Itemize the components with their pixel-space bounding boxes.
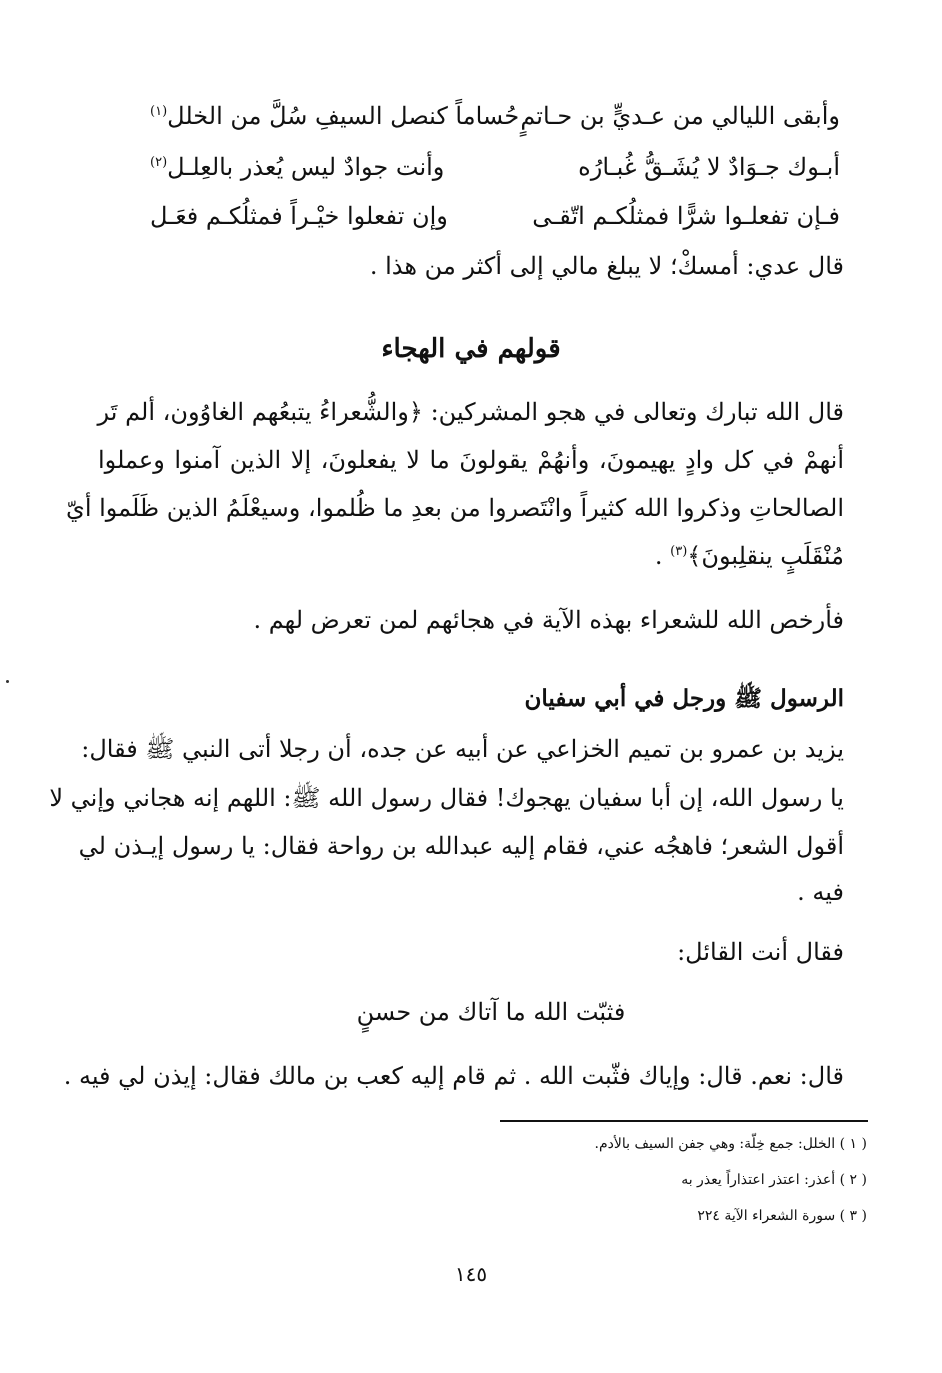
verse-first-hemistich: وأبقى الليالي من عـديٍّ بن حـاتمٍ xyxy=(520,102,840,130)
poem-verse xyxy=(150,192,840,240)
paragraph-line-last xyxy=(655,542,844,570)
footnote-number: ( ٣ ) xyxy=(839,1208,867,1224)
paragraph: فأرخص الله للشعراء بهذه الآية في هجائهم لمن تعرض لهم . xyxy=(253,606,844,634)
footnote-text: سورة الشعراء الآية ٢٢٤ xyxy=(697,1208,836,1224)
verse-first-hemistich: فـإن تفعلـوا شرًّا فمثلُكـم اتّقـى xyxy=(532,202,840,230)
adi-reply: قال عدي: أمسكْ؛ لا يبلغ مالي إلى أكثر من هذا . xyxy=(369,252,844,280)
quran-verse-end: مُنْقَلَبٍ ينقلِبونَ﴾ xyxy=(687,542,844,570)
paragraph-line: يا رسول الله، إن أبا سفيان يهجوك! فقال رسول الله ﷺ: اللهم إنه هجاني وإني لا xyxy=(49,784,844,812)
paragraph-line: الصالحاتِ وذكروا الله كثيراً وانْتَصروا من بعدِ ما ظُلموا، وسيعْلَمُ الذين ظَلَموا أيّ xyxy=(66,494,844,522)
footnote-marker: (٢) xyxy=(150,155,168,170)
footnote xyxy=(595,1136,867,1152)
footnote-text: أعذر: اعتذر اعتذاراً يعذر به xyxy=(681,1172,836,1188)
verse-second-text: وأنت جوادٌ ليس يُعذر بالعِلـل xyxy=(167,153,445,181)
section-heading: قولهم في الهجاء xyxy=(381,334,561,364)
footnote-marker: (١) xyxy=(150,104,168,119)
footnote xyxy=(697,1208,867,1224)
margin-mark xyxy=(6,680,9,683)
footnote-number: ( ٢ ) xyxy=(839,1172,867,1188)
footnote-number: ( ١ ) xyxy=(839,1136,867,1152)
said-line: فقال أنت القائل: xyxy=(677,938,844,966)
answer-line: قال: نعم. قال: وإياك فثّبت الله . ثم قام إليه كعب بن مالك فقال: إيذن لي فيه . xyxy=(63,1062,844,1090)
verse-second-text: حُساماً كنصل السيفِ سُلَّ من الخلل xyxy=(167,102,520,130)
verse-second-hemistich xyxy=(150,153,444,181)
verse-second-hemistich: وإن تفعلوا خيْـراً فمثلُكـم فعَـل xyxy=(150,202,448,230)
footnote-text: الخلل: جمع خِلّة: وهي جفن السيف بالأدم. xyxy=(594,1136,836,1152)
paragraph-line: أنهمْ في كل وادٍ يهيمونَ، وأنهُمْ يقولونَ ما لا يفعلونَ، إلا الذين آمنوا وعملوا xyxy=(98,446,844,474)
poem-verse xyxy=(150,92,840,140)
footnote xyxy=(681,1172,867,1188)
verse-first-hemistich: أبـوك جـوَادٌ لا يُشَـقُّ غُبـارُه xyxy=(578,153,840,181)
footnote-marker: (٣) xyxy=(670,544,688,559)
verse-second-hemistich xyxy=(150,102,519,130)
paragraph-line-last: فيه . xyxy=(797,878,844,906)
poem-verse xyxy=(150,143,840,191)
paragraph-line: يزيد بن عمرو بن تميم الخزاعي عن أبيه عن جده، أن رجلا أتى النبي ﷺ فقال: xyxy=(81,735,844,763)
footnote-divider xyxy=(500,1120,868,1122)
section-heading: الرسول ﷺ ورجل في أبي سفيان xyxy=(524,685,844,712)
paragraph-line: قال الله تبارك وتعالى في هجو المشركين: ﴿والشُّعراءُ يتبعُهم الغاوُون، ألم تَر xyxy=(97,398,844,426)
period: . xyxy=(654,542,671,570)
paragraph-line: أقول الشعر؛ فاهجُه عني، فقام إليه عبدالله بن رواحة فقال: يا رسول إيـذن لي xyxy=(78,832,844,860)
page-number: ١٤٥ xyxy=(454,1262,488,1286)
verse-quote: فثبّت الله ما آتاك من حسنٍ xyxy=(356,998,626,1026)
